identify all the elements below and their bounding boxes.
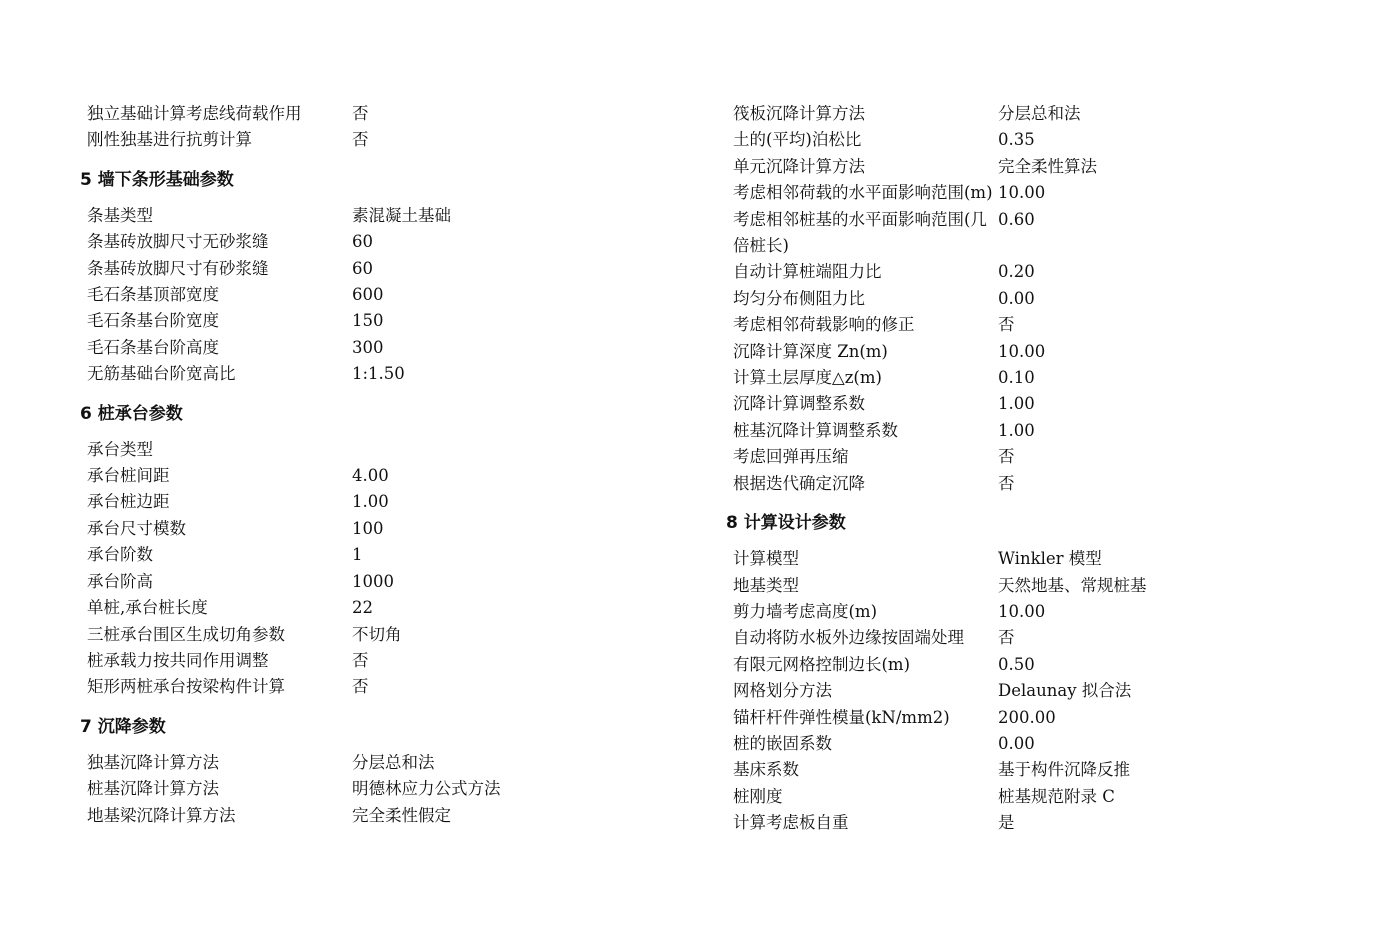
param-value: 60 <box>352 232 373 252</box>
param-label: 土的(平均)泊松比 <box>733 130 862 150</box>
table-row <box>80 595 402 621</box>
param-value: 0.35 <box>998 130 1035 150</box>
table-row <box>726 678 1147 704</box>
param-label: 独基沉降计算方法 <box>87 752 219 772</box>
param-value: 150 <box>352 311 384 331</box>
section-heading: 8 计算设计参数 <box>726 513 846 534</box>
section-heading: 6 桩承台参数 <box>80 403 183 424</box>
param-value: 10.00 <box>998 601 1046 621</box>
table-row <box>80 463 402 489</box>
table-row <box>80 127 369 153</box>
param-value: 0.00 <box>998 288 1035 308</box>
table-row <box>726 546 1147 572</box>
table-row <box>80 308 451 334</box>
param-value: 明德林应力公式方法 <box>352 779 501 799</box>
table-row <box>80 282 451 308</box>
param-value: 100 <box>352 518 384 538</box>
param-label: 无筋基础台阶宽高比 <box>87 364 236 384</box>
param-table <box>80 101 369 154</box>
param-value: 否 <box>998 315 1015 335</box>
param-label: 有限元网格控制边长(m) <box>733 654 911 674</box>
param-label: 考虑相邻荷载影响的修正 <box>733 315 915 335</box>
table-row <box>726 625 1147 651</box>
param-table <box>80 203 451 388</box>
table-row <box>726 207 1097 260</box>
param-value: 否 <box>998 473 1015 493</box>
param-label: 毛石条基台阶宽度 <box>87 311 219 331</box>
param-label: 考虑回弹再压缩 <box>733 447 849 467</box>
table-row <box>726 312 1097 338</box>
table-row <box>726 286 1097 312</box>
table-row <box>80 203 451 229</box>
param-label: 毛石条基顶部宽度 <box>87 285 219 305</box>
table-row <box>726 731 1147 757</box>
param-label: 桩承载力按共同作用调整 <box>87 650 269 670</box>
param-value: 60 <box>352 258 373 278</box>
param-value: 1.00 <box>998 420 1035 440</box>
left-column <box>80 101 640 829</box>
param-value: 4.00 <box>352 466 389 486</box>
table-row <box>80 361 451 387</box>
param-label: 单桩,承台桩长度 <box>87 598 208 618</box>
table-row <box>726 180 1097 206</box>
table-row <box>80 648 402 674</box>
param-label: 刚性独基进行抗剪计算 <box>87 130 252 150</box>
section-heading: 5 墙下条形基础参数 <box>80 169 234 190</box>
table-row <box>80 516 402 542</box>
table-row <box>726 471 1097 497</box>
param-label: 地基类型 <box>733 575 799 595</box>
param-label: 矩形两桩承台按梁构件计算 <box>87 677 285 697</box>
table-row <box>726 339 1097 365</box>
table-row <box>80 803 501 829</box>
param-value: 是 <box>998 813 1015 833</box>
param-table <box>80 750 501 829</box>
table-row <box>726 757 1147 783</box>
param-value: 否 <box>352 677 369 697</box>
table-row <box>80 229 451 255</box>
param-label: 剪力墙考虑高度(m) <box>733 601 878 621</box>
table-row <box>726 101 1097 127</box>
param-value: 完全柔性假定 <box>352 805 451 825</box>
param-value: 否 <box>352 104 369 123</box>
param-label: 桩的嵌固系数 <box>733 733 832 753</box>
param-value: 10.00 <box>998 341 1046 361</box>
param-label: 承台尺寸模数 <box>87 518 186 538</box>
param-value: 否 <box>998 447 1015 467</box>
param-label: 计算考虑板自重 <box>733 813 849 833</box>
param-value: 1.00 <box>352 492 389 512</box>
table-row <box>80 622 402 648</box>
param-value: 基于构件沉降反推 <box>998 760 1130 780</box>
table-row <box>80 776 501 802</box>
param-value: 0.20 <box>998 262 1035 282</box>
table-row <box>80 489 402 515</box>
param-label: 桩刚度 <box>733 786 783 806</box>
param-table <box>80 437 402 701</box>
param-label: 条基类型 <box>87 205 153 225</box>
table-row <box>80 674 402 700</box>
param-label: 桩基沉降计算方法 <box>87 779 219 799</box>
param-value: 200.00 <box>998 707 1056 727</box>
param-label: 地基梁沉降计算方法 <box>87 805 236 825</box>
table-row <box>726 259 1097 285</box>
param-value: 完全柔性算法 <box>998 156 1097 176</box>
param-label: 承台桩边距 <box>87 492 170 512</box>
param-label: 计算土层厚度△z(m) <box>733 368 882 388</box>
param-value: 天然地基、常规桩基 <box>998 575 1147 595</box>
table-row <box>80 437 402 463</box>
param-value: 不切角 <box>352 624 402 644</box>
param-value: 素混凝土基础 <box>352 205 451 225</box>
table-row <box>80 542 402 568</box>
right-column <box>726 101 1326 837</box>
table-row <box>80 750 501 776</box>
param-label: 独立基础计算考虑线荷载作用 <box>87 104 302 123</box>
param-value: 否 <box>352 130 369 150</box>
param-value: 桩基规范附录 C <box>998 786 1115 806</box>
table-row <box>726 652 1147 678</box>
param-value: 22 <box>352 598 373 618</box>
param-value: Winkler 模型 <box>998 549 1102 569</box>
param-value: 分层总和法 <box>352 752 435 772</box>
param-label: 条基砖放脚尺寸有砂浆缝 <box>87 258 269 278</box>
table-row <box>80 335 451 361</box>
param-label: 锚杆杆件弹性模量(kN/mm2) <box>733 707 950 727</box>
param-value: 1000 <box>352 571 394 591</box>
table-row <box>726 444 1097 470</box>
param-value: 0.10 <box>998 368 1035 388</box>
table-row <box>726 573 1147 599</box>
table-row <box>726 784 1147 810</box>
param-value: 0.60 <box>998 209 1035 229</box>
param-label: 桩基沉降计算调整系数 <box>733 420 898 440</box>
param-value: 1:1.50 <box>352 364 405 384</box>
param-label: 基床系数 <box>733 760 799 780</box>
param-value: Delaunay 拟合法 <box>998 681 1132 701</box>
param-label: 网格划分方法 <box>733 681 832 701</box>
param-value: 1.00 <box>998 394 1035 414</box>
param-label: 条基砖放脚尺寸无砂浆缝 <box>87 232 269 252</box>
table-row <box>726 705 1147 731</box>
table-row <box>726 418 1097 444</box>
param-label: 筏板沉降计算方法 <box>733 104 865 123</box>
section-heading: 7 沉降参数 <box>80 716 166 737</box>
table-row <box>726 127 1097 153</box>
param-value: 1 <box>352 545 363 565</box>
param-label: 沉降计算调整系数 <box>733 394 865 414</box>
table-row <box>80 256 451 282</box>
param-label: 自动将防水板外边缘按固端处理 <box>733 628 964 648</box>
param-value: 0.00 <box>998 733 1035 753</box>
param-label: 承台阶数 <box>87 545 153 565</box>
param-table <box>726 101 1097 497</box>
param-label: 毛石条基台阶高度 <box>87 337 219 357</box>
table-row <box>726 154 1097 180</box>
table-row <box>726 599 1147 625</box>
param-value: 300 <box>352 337 384 357</box>
param-value: 0.50 <box>998 654 1035 674</box>
param-label: 考虑相邻桩基的水平面影响范围(几倍桩长) <box>733 209 987 256</box>
param-label: 单元沉降计算方法 <box>733 156 865 176</box>
param-label: 承台阶高 <box>87 571 153 591</box>
param-value: 否 <box>352 650 369 670</box>
table-row <box>80 101 369 127</box>
param-table <box>726 546 1147 836</box>
table-row <box>80 569 402 595</box>
param-label: 计算模型 <box>733 549 799 569</box>
param-value: 否 <box>998 628 1015 648</box>
param-label: 考虑相邻荷载的水平面影响范围(m) <box>733 183 993 203</box>
param-label: 承台桩间距 <box>87 466 170 486</box>
table-row <box>726 391 1097 417</box>
param-value: 分层总和法 <box>998 104 1081 123</box>
param-label: 自动计算桩端阻力比 <box>733 262 882 282</box>
table-row <box>726 810 1147 836</box>
param-value <box>352 437 402 463</box>
table-row <box>726 365 1097 391</box>
param-label: 沉降计算深度 Zn(m) <box>733 341 888 361</box>
param-label: 承台类型 <box>87 439 153 459</box>
param-label: 根据迭代确定沉降 <box>733 473 865 493</box>
param-label: 均匀分布侧阻力比 <box>733 288 865 308</box>
param-value: 10.00 <box>998 183 1046 203</box>
param-label: 三桩承台围区生成切角参数 <box>87 624 285 644</box>
param-value: 600 <box>352 285 384 305</box>
